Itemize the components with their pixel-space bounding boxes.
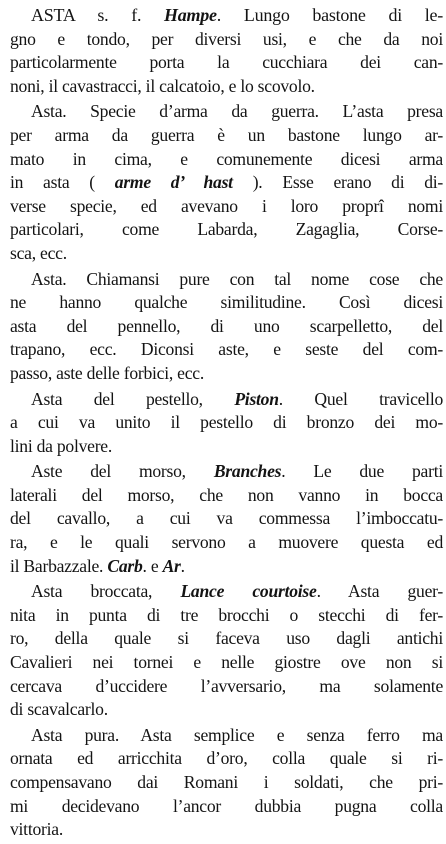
entry-asta-broccata [10,580,443,722]
text-segment: di scavalcarlo. [10,699,108,720]
french-term: Carb [107,555,143,576]
text-line [10,531,443,555]
text-line [10,362,443,386]
text-segment: . Quel travicello [278,388,444,409]
entry-asta [10,4,443,98]
text-segment: Asta. Chiamansi pure con tal nome cose che [31,268,443,289]
text-line [10,51,443,75]
french-term: arme d’ hast [114,172,233,193]
text-segment: Asta. Specie d’arma da guerra. L’asta presa [31,101,443,122]
text-line [10,795,443,819]
text-line [10,171,443,195]
text-line [10,124,443,148]
french-term: Piston [234,388,279,409]
text-line [10,818,443,842]
text-segment: asta del pennello, di uno scarpelletto, del [10,315,443,336]
text-segment: Cavalieri nei tornei e nelle giostre ove non si [10,652,443,673]
text-segment: gno e tondo, per diversi usi, e che da noi [10,28,443,49]
text-segment: ). Esse erano di di- [232,172,443,193]
text-line [10,675,443,699]
french-term: Lance courtoise [180,581,317,602]
text-segment: sca, ecc. [10,242,67,263]
text-line [10,195,443,219]
text-line [10,747,443,771]
text-line [10,291,443,315]
text-segment: passo, aste delle forbici, ecc. [10,362,205,383]
text-segment: Asta broccata, [31,581,181,602]
text-segment: il Barbazzale. [10,555,108,576]
entry-asta-pura [10,724,443,842]
text-line [10,435,443,459]
text-segment: trapano, ecc. Diconsi aste, e seste del com- [10,339,443,360]
text-segment: ne hanno qualche similitudine. Così dicesi [10,292,443,313]
text-segment: lini da polvere. [10,435,113,456]
text-segment: vittoria. [10,819,63,840]
text-line [10,651,443,675]
french-term: Hampe [164,5,217,25]
text-segment: laterali del morso, che non vanno in bocca [10,484,443,505]
text-segment: ro, della quale si faceva uso dagli antichi [10,628,443,649]
french-term: Ar [162,555,181,576]
text-segment: compensavano dai Romani i soldati, che pri- [10,772,443,792]
text-segment: a cui va unito il pestello di bronzo dei mo- [10,412,443,433]
text-line [10,75,443,99]
text-line [10,268,443,292]
entry-asta-similitudine [10,268,443,386]
text-line [10,604,443,628]
text-segment: . Asta guer- [316,581,443,602]
text-line [10,580,443,604]
entry-asta-del-pestello [10,388,443,459]
text-line [10,724,443,748]
text-segment: . [180,555,185,576]
text-segment: particolari, come Labarda, Zagaglia, Corse- [10,219,443,240]
text-segment: . Lungo bastone di le- [216,5,443,25]
text-segment: particolarmente porta la cucchiara dei can- [10,52,443,73]
text-line [10,507,443,531]
text-line [10,242,443,266]
text-segment: ra, e le quali servono a muovere questa ed [10,532,443,553]
text-segment: nita in punta di tre brocchi o stecchi di fer- [10,604,443,625]
text-line [10,627,443,651]
text-line [10,315,443,339]
text-segment: ornata ed arricchita d’oro, colla quale si ri- [10,748,443,769]
text-segment: Aste del morso, [31,461,214,482]
entry-asta-arma [10,100,443,265]
text-segment: per arma da guerra è un bastone lungo ar- [10,124,443,145]
text-line [10,218,443,242]
dictionary-page [10,4,443,844]
entry-aste-del-morso [10,460,443,578]
text-segment: cercava d’uccidere l’avversario, ma solamente [10,675,443,696]
text-segment: del cavallo, a cui va commessa l’imboccatu- [10,508,443,529]
text-line [10,338,443,362]
text-segment: verse specie, ed avevano i loro proprî nomi [10,195,443,216]
text-line [10,100,443,124]
french-term: Branches [213,461,282,482]
text-line [10,555,443,579]
text-segment: mato in cima, e comunemente dicesi arma [10,148,443,169]
text-segment: . e [142,555,163,576]
text-line [10,411,443,435]
text-line [10,388,443,412]
text-line [10,4,443,28]
text-line [10,771,443,795]
text-segment: in asta ( [10,172,115,193]
text-line [10,484,443,508]
text-segment: Asta del pestello, [31,388,235,409]
text-line [10,28,443,52]
text-segment: Asta pura. Asta semplice e senza ferro ma [31,724,443,745]
text-line [10,460,443,484]
text-line [10,698,443,722]
text-segment: noni, il cavastracci, il calcatoio, e lo scovolo. [10,75,315,96]
text-line [10,148,443,172]
text-segment: ASTA s. f. [31,5,165,25]
text-segment: mi decidevano l’ancor dubbia pugna colla [10,795,443,816]
text-segment: . Le due parti [281,461,444,482]
